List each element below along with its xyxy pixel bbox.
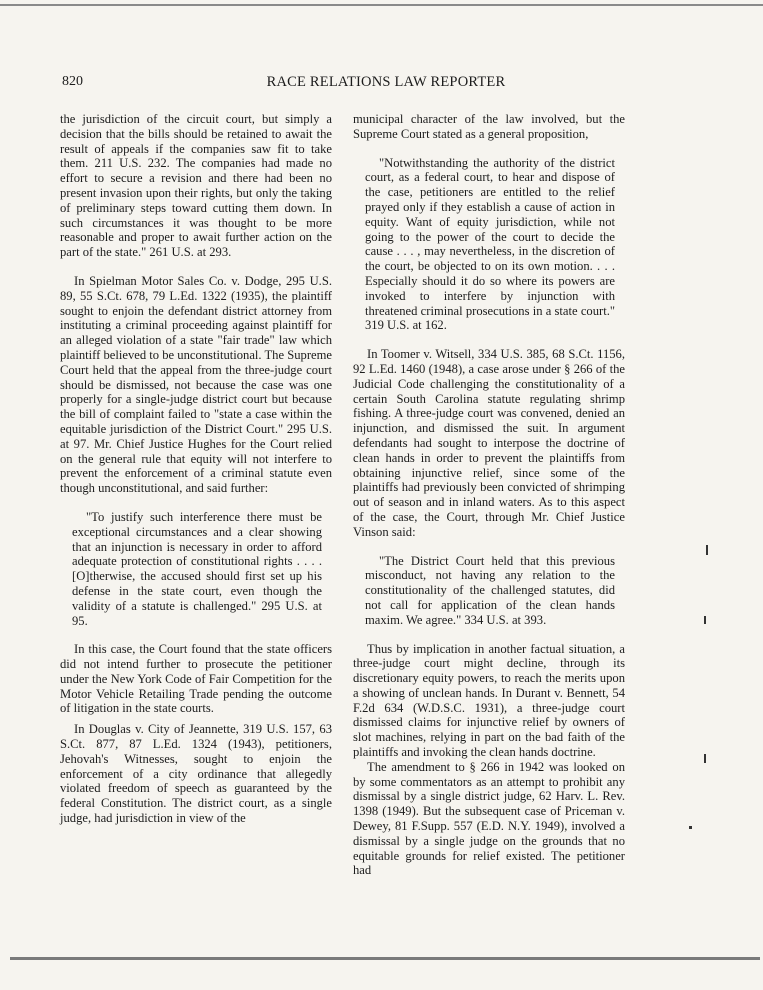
left-column [60, 112, 332, 826]
running-title: RACE RELATIONS LAW REPORTER [266, 74, 506, 90]
scan-mark [704, 616, 706, 624]
paragraph: In Toomer v. Witsell, 334 U.S. 385, 68 S.Ct. 1156, 92 L.Ed. 1460 (1948), a case arose under § 266 of the Judicial Code challenging the constitutionality of a certain South Carolina statute regulating shrimp fishing. A three-judge court was convened, denied an injunction, and dismissed the suit. In argument defendants had sought to interpose the doctrine of clean hands in order to prevent the plaintiffs from obtaining injunctive relief, since some of the plaintiffs had previously been convicted of shrimping out of season and in inland waters. As to this aspect of the case, the Court, through Mr. Chief Justice Vinson said: [353, 347, 625, 539]
paragraph: In Douglas v. City of Jeannette, 319 U.S. 157, 63 S.Ct. 877, 87 L.Ed. 1324 (1943), petitioners, Jehovah's Witnesses, sought to enjoin the enforcement of a city ordinance that allegedly violated freedom of speech as guaranteed by the federal Constitution. The district court, as a single judge, had jurisdiction in view of the [60, 722, 332, 826]
scan-mark [704, 754, 706, 763]
paragraph: In this case, the Court found that the state officers did not intend further to prosecute the petitioner under the New York Code of Fair Competition for the Motor Vehicle Retailing Trade pending the outcome of litigation in the state courts. [60, 642, 332, 716]
paragraph: The amendment to § 266 in 1942 was looked on by some commentators as an attempt to prohibit any dismissal by a single district judge, 62 Harv. L. Rev. 1398 (1949). But the subsequent case of Priceman v. Dewey, 81 F.Supp. 557 (E.D. N.Y. 1949), involved a dismissal by a single judge on the grounds that no equitable grounds for relief existed. The petitioner had [353, 759, 625, 878]
block-quote: "To justify such interference there must be exceptional circumstances and a clear showing that an injunction is necessary in order to afford adequate protection of constitutional rights . . . . [O]therwise, the accused should first set up his defense in the state court, even though the validity of a statute is challenged." 295 U.S. at 95. [72, 509, 322, 628]
block-quote: "The District Court held that this previous misconduct, not having any relation to the constitutionality of the challenged statutes, did not call for application of the clean hands maxim. We agree." 334 U.S. at 393. [365, 553, 615, 627]
paragraph: the jurisdiction of the circuit court, but simply a decision that the bills should be retained to await the result of appeals if the companies saw fit to take them. 211 U.S. 232. The companies had made no effort to secure a revision and there had been no present invasion upon their rights, but only the taking of preliminary steps toward cutting them down. In such circumstances it was thought to be more reasonable and proper to await further action on the part of the state." 261 U.S. at 293. [60, 112, 332, 260]
scan-mark [706, 545, 708, 555]
top-rule [0, 4, 763, 6]
right-column [353, 112, 625, 878]
block-quote: "Notwithstanding the authority of the district court, as a federal court, to hear and dispose of the case, petitioners are entitled to the relief prayed only if they establish a cause of action in equity. Want of equity jurisdiction, while not going to the power of the court to decide the cause . . . , may nevertheless, in the discretion of the court, be objected to on its own motion. . . . Especially should it do so where its powers are invoked to interfere by injunction with threatened criminal prosecutions in a state court." 319 U.S. at 162. [365, 155, 615, 333]
page-number: 820 [62, 74, 83, 89]
bottom-rule [10, 957, 760, 960]
scan-mark [689, 826, 692, 829]
page-header [62, 74, 710, 92]
paragraph: In Spielman Motor Sales Co. v. Dodge, 295 U.S. 89, 55 S.Ct. 678, 79 L.Ed. 1322 (1935), the plaintiff sought to enjoin the defendant district attorney from instituting a criminal proceeding against plaintiff for an alleged violation of a state "fair trade" law which plaintiff believed to be unconstitutional. The Supreme Court held that the appeal from the three-judge court should be dismissed, not because the case was one properly for a single-judge district court but because the bill of complaint failed to "state a case within the equitable jurisdiction of the District Court." 295 U.S. at 97. Mr. Chief Justice Hughes for the Court relied on the general rule that equity will not interfere to prevent the enforcement of a criminal statute even though unconstitutional, and said further: [60, 273, 332, 496]
paragraph: municipal character of the law involved, but the Supreme Court stated as a general proposition, [353, 112, 625, 141]
paragraph: Thus by implication in another factual situation, a three-judge court might decline, through its discretionary equity powers, to reach the merits upon a showing of unclean hands. In Durant v. Bennett, 54 F.2d 634 (W.D.S.C. 1931), a three-judge court dismissed claims for injunctive relief by owners of slot machines, relying in part on the bad faith of the plaintiffs and invoking the clean hands doctrine. [353, 641, 625, 760]
